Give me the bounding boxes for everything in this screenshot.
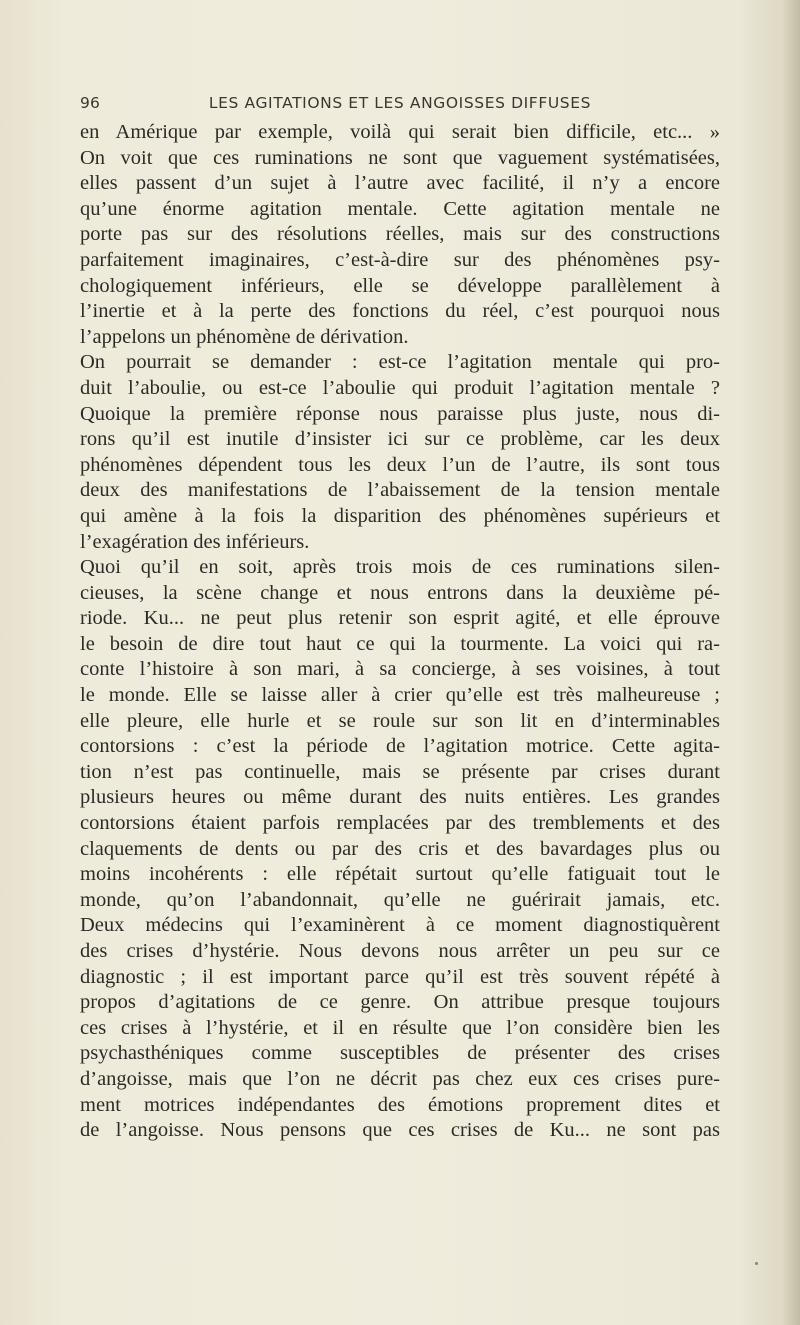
text-line: deux des manifestations de l’abaissement de la tension mentale xyxy=(80,479,720,502)
text-line: contorsions : c’est la période de l’agitation motrice. Cette agita- xyxy=(80,735,720,758)
text-line: ces crises à l’hystérie, et il en résulte que l’on considère bien les xyxy=(80,1016,720,1039)
paper-speck xyxy=(755,1262,758,1265)
text-line: contorsions étaient parfois remplacées par des tremblements et des xyxy=(80,812,720,835)
text-line: le monde. Elle se laisse aller à crier qu’elle est très malheureuse ; xyxy=(80,684,720,707)
text-line: elles passent d’un sujet à l’autre avec facilité, il n’y a encore xyxy=(80,172,720,195)
text-line: Quoi qu’il en soit, après trois mois de ces ruminations silen- xyxy=(80,556,720,579)
text-line: monde, qu’on l’abandonnait, qu’elle ne guérirait jamais, etc. xyxy=(80,888,720,911)
running-head xyxy=(80,94,720,118)
text-line: l’appelons un phénomène de dérivation. xyxy=(80,325,409,348)
text-line: cieuses, la scène change et nous entrons dans la deuxième pé- xyxy=(80,581,720,604)
text-line: qu’une énorme agitation mentale. Cette agitation mentale ne xyxy=(80,197,720,220)
text-line: elle pleure, elle hurle et se roule sur son lit en d’interminables xyxy=(80,709,720,732)
text-line: Deux médecins qui l’examinèrent à ce moment diagnostiquèrent xyxy=(80,914,720,937)
text-line: chologiquement inférieurs, elle se développe parallèlement à xyxy=(80,274,720,297)
text-line: l’exagération des inférieurs. xyxy=(80,530,310,553)
text-line: des crises d’hystérie. Nous devons nous arrêter un peu sur ce xyxy=(80,940,720,962)
body-text xyxy=(80,120,720,1144)
text-line: claquements de dents ou par des cris et des bavardages plus ou xyxy=(80,837,720,860)
text-line: rons qu’il est inutile d’insister ici sur ce problème, car les deux xyxy=(80,428,720,451)
text-line: de l’angoisse. Nous pensons que ces crises de Ku... ne sont pas xyxy=(80,1119,720,1142)
text-line: psychasthéniques comme susceptibles de présenter des crises xyxy=(80,1042,720,1065)
text-line: l’inertie et à la perte des fonctions du réel, c’est pourquoi nous xyxy=(80,300,720,323)
text-line: diagnostic ; il est important parce qu’il est très souvent répété à xyxy=(80,965,720,988)
page-number: 96 xyxy=(80,94,101,112)
text-line: On voit que ces ruminations ne sont que vaguement systématisées, xyxy=(80,146,720,169)
text-line: duit l’aboulie, ou est-ce l’aboulie qui produit l’agitation mentale ? xyxy=(80,376,720,399)
text-line: ment motrices indépendantes des émotions proprement dites et xyxy=(80,1093,720,1116)
text-line: en Amérique par exemple, voilà qui serait bien difficile, etc... » xyxy=(80,121,720,143)
text-line: On pourrait se demander : est-ce l’agitation mentale qui pro- xyxy=(80,351,720,374)
text-line: qui amène à la fois la disparition des phénomènes supérieurs et xyxy=(80,504,720,527)
text-line: Quoique la première réponse nous paraisse plus juste, nous di- xyxy=(80,402,720,425)
text-line: propos d’agitations de ce genre. On attribue presque toujours xyxy=(80,991,720,1014)
text-line: riode. Ku... ne peut plus retenir son esprit agité, et elle éprouve xyxy=(80,607,720,630)
page-edge-shadow xyxy=(782,0,800,1325)
text-line: le besoin de dire tout haut ce qui la tourmente. La voici qui ra- xyxy=(80,632,720,655)
text-line: plusieurs heures ou même durant des nuits entières. Les grandes xyxy=(80,786,720,809)
text-line: parfaitement imaginaires, c’est-à-dire sur des phénomènes psy- xyxy=(80,248,720,271)
text-line: porte pas sur des résolutions réelles, mais sur des constructions xyxy=(80,223,720,246)
text-line: tion n’est pas continuelle, mais se présente par crises durant xyxy=(80,760,720,783)
text-line: conte l’histoire à son mari, à sa concierge, à ses voisines, à tout xyxy=(80,658,720,681)
running-title: LES AGITATIONS ET LES ANGOISSES DIFFUSES xyxy=(208,94,592,112)
text-line: moins incohérents : elle répétait surtout qu’elle fatiguait tout le xyxy=(80,863,720,886)
text-line: d’angoisse, mais que l’on ne décrit pas chez eux ces crises pure- xyxy=(80,1067,720,1090)
text-line: phénomènes dépendent tous les deux l’un de l’autre, ils sont tous xyxy=(80,453,720,476)
